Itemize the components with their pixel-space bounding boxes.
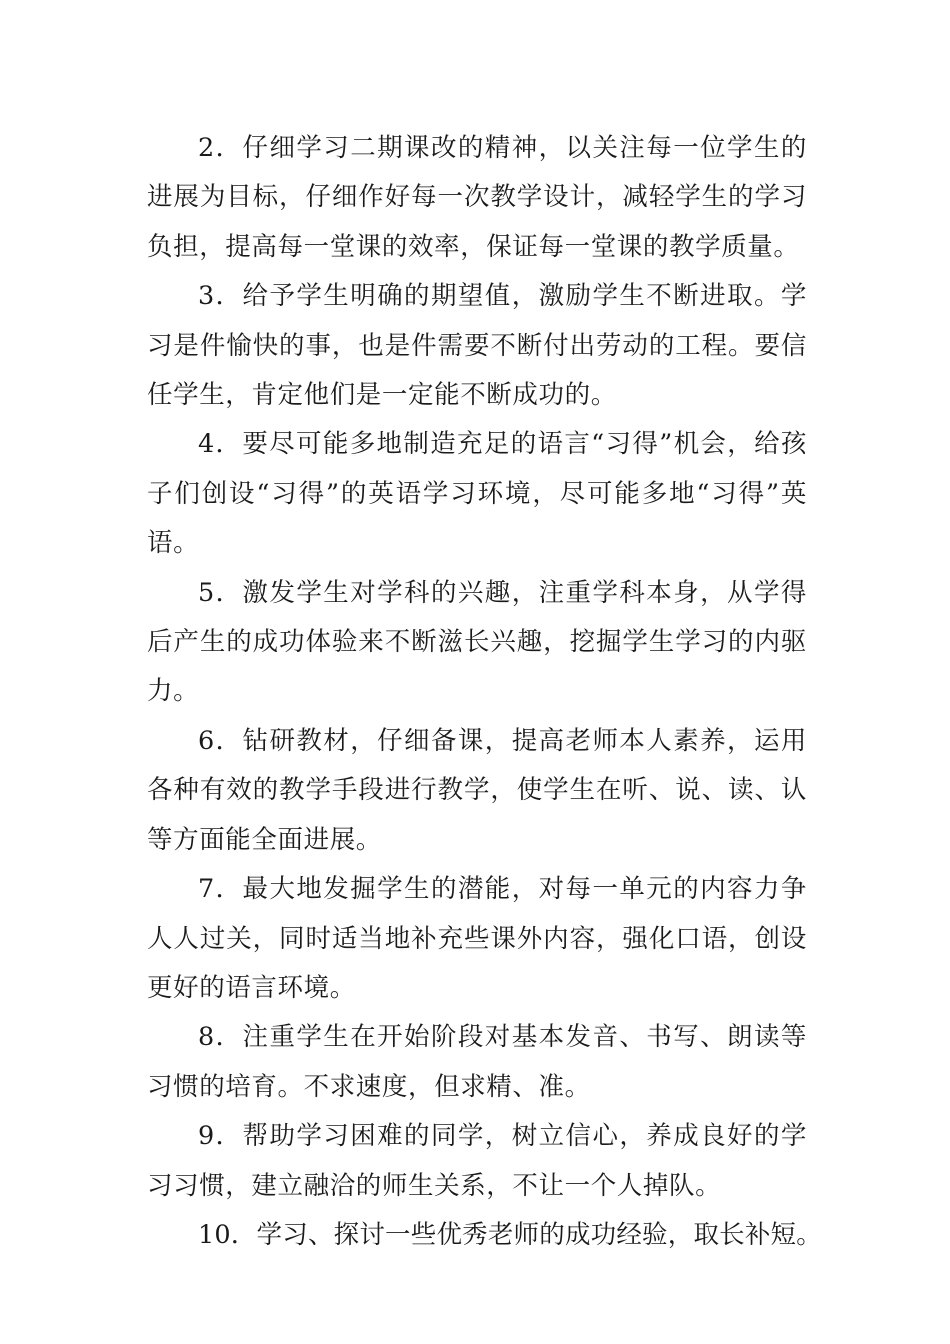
paragraph-item-6: 6．钻研教材，仔细备课，提高老师本人素养，运用各种有效的教学手段进行教学，使学生在听、说、读、认等方面能全面进展。 xyxy=(147,725,807,855)
paragraph-item-3: 3．给予学生明确的期望值，激励学生不断进取。学习是件愉快的事，也是件需要不断付出劳动的工程。要信任学生，肯定他们是一定能不断成功的。 xyxy=(147,281,807,411)
paragraph-item-9: 9．帮助学习困难的同学，树立信心，养成良好的学习习惯，建立融洽的师生关系，不让一个人掉队。 xyxy=(147,1121,807,1201)
paragraph-item-10: 10．学习、探讨一些优秀老师的成功经验，取长补短。 xyxy=(198,1219,822,1250)
paragraph-item-8: 8．注重学生在开始阶段对基本发音、书写、朗读等习惯的培育。不求速度，但求精、准。 xyxy=(147,1022,807,1102)
paragraph-item-5: 5．激发学生对学科的兴趣，注重学科本身，从学得后产生的成功体验来不断滋长兴趣，挖掘学生学习的内驱力。 xyxy=(147,577,807,707)
paragraph-item-2: 2．仔细学习二期课改的精神，以关注每一位学生的进展为目标，仔细作好每一次教学设计，减轻学生的学习负担，提高每一堂课的效率，保证每一堂课的教学质量。 xyxy=(147,133,807,262)
paragraph-item-7: 7．最大地发掘学生的潜能，对每一单元的内容力争人人过关，同时适当地补充些课外内容，强化口语，创设更好的语言环境。 xyxy=(147,874,807,1003)
paragraph-item-4: 4．要尽可能多地制造充足的语言“习得”机会，给孩子们创设“习得”的英语学习环境，尽可能多地“习得”英语。 xyxy=(147,429,807,559)
document-body xyxy=(147,124,822,1260)
